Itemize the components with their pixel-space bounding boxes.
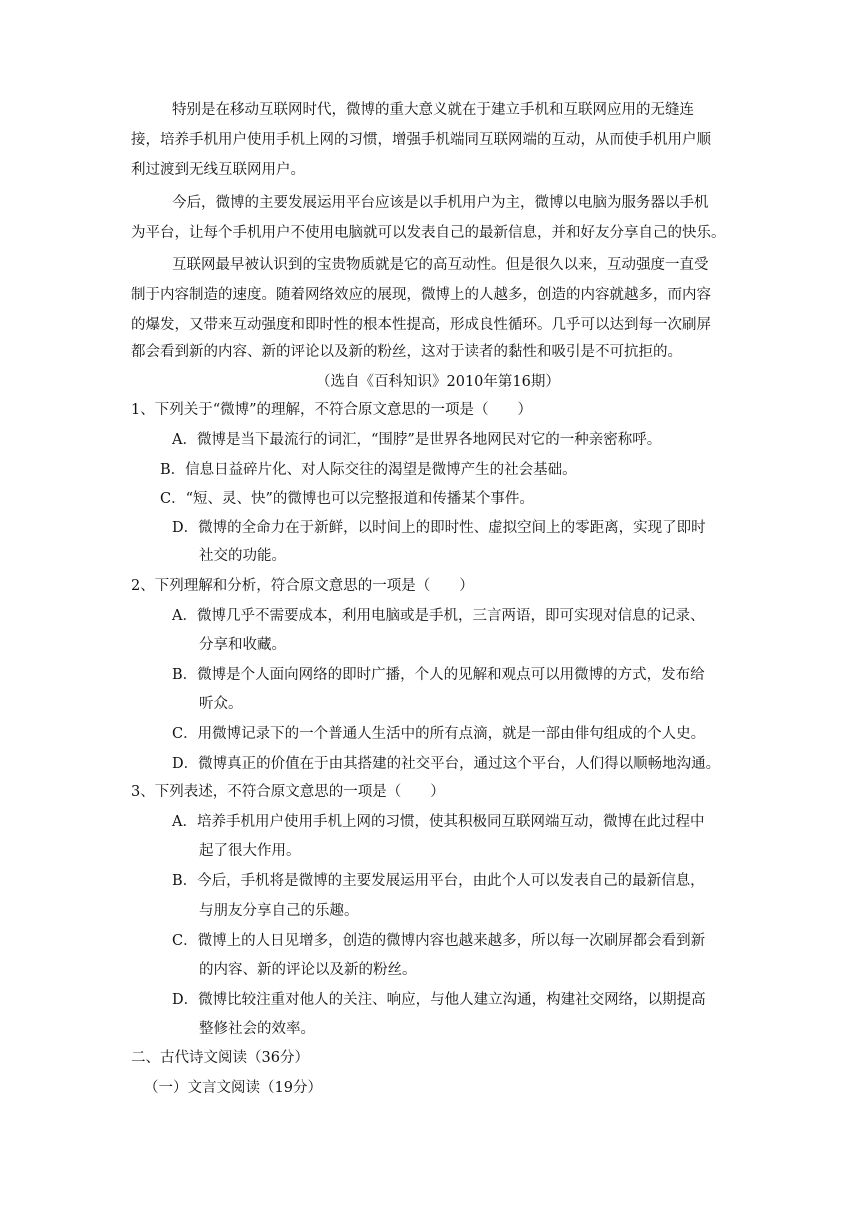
question-3-option-b: B．今后，手机将是微博的主要发展运用平台，由此个人可以发表自己的最新信息，: [172, 873, 705, 889]
passage-p1-line-1: 特别是在移动互联网时代，微博的重大意义就在于建立手机和互联网应用的无缝连: [172, 102, 694, 118]
passage-p3-line-1: 互联网最早被认识到的宝贵物质就是它的高互动性。但是很久以来，互动强度一直受: [172, 257, 709, 273]
question-3-option-c-cont: 的内容、新的评论以及新的粉丝。: [199, 962, 417, 978]
passage-p3-line-3: 的爆发，又带来互动强度和即时性的根本性提高，形成良性循环。几乎可以达到每一次刷屏: [131, 317, 711, 333]
question-2-option-b: B．微博是个人面向网络的即时广播，个人的见解和观点可以用微博的方式，发布给: [172, 667, 705, 683]
passage-p1-line-2: 接，培养手机用户使用手机上网的习惯，增强手机端同互联网端的互动，从而使手机用户顺: [131, 132, 711, 148]
question-3-option-b-cont: 与朋友分享自己的乐趣。: [199, 903, 359, 919]
question-1-option-c: C．“短、灵、快”的微博也可以完整报道和传播某个事件。: [160, 491, 534, 507]
question-3-stem: 3、下列表述，不符合原文意思的一项是（ ）: [131, 784, 445, 800]
passage-p2-line-2: 为平台，让每个手机用户不使用电脑就可以发表自己的最新信息，并和好友分享自己的快乐。: [131, 225, 726, 241]
question-3-option-c: C．微博上的人日见增多，创造的微博内容也越来越多，所以每一次刷屏都会看到新: [172, 933, 706, 949]
question-1-option-d-cont: 社交的功能。: [199, 548, 286, 564]
question-1-option-b: B．信息日益碎片化、对人际交往的渴望是微博产生的社会基础。: [160, 462, 577, 478]
section-heading: 二、古代诗文阅读（36分）: [131, 1050, 309, 1066]
question-1-option-d: D．微博的全命力在于新鲜，以时间上的即时性、虚拟空间上的零距离，实现了即时: [172, 520, 706, 536]
question-1-option-a: A．微博是当下最流行的词汇，“围脖”是世界各地网民对它的一种亲密称呼。: [172, 432, 662, 448]
passage-p2-line-1: 今后，微博的主要发展运用平台应该是以手机用户为主，微博以电脑为服务器以手机: [172, 195, 709, 211]
question-2-option-a: A．微博几乎不需要成本，利用电脑或是手机，三言两语，即可实现对信息的记录、: [172, 608, 705, 624]
question-2-option-d: D．微博真正的价值在于由其搭建的社交平台，通过这个平台，人们得以顺畅地沟通。: [172, 756, 721, 772]
question-3-option-d: D．微博比较注重对他人的关注、响应，与他人建立沟通，构建社交网络，以期提高: [172, 992, 706, 1008]
question-3-option-d-cont: 整修社会的效率。: [199, 1021, 315, 1037]
question-2-option-b-cont: 听众。: [199, 696, 243, 712]
section-subheading: （一）文言文阅读（19分）: [144, 1080, 322, 1096]
question-3-option-a: A．培养手机用户使用手机上网的习惯，使其积极同互联网端互动，微博在此过程中: [172, 814, 705, 830]
passage-p1-line-3: 利过渡到无线互联网用户。: [131, 162, 305, 178]
passage-source: （选自《百科知识》2010年第16期）: [316, 374, 560, 390]
question-1-stem: 1、下列关于“微博”的理解，不符合原文意思的一项是（ ）: [131, 402, 533, 418]
question-2-stem: 2、下列理解和分析，符合原文意思的一项是（ ）: [131, 578, 474, 594]
question-3-option-a-cont: 起了很大作用。: [199, 843, 301, 859]
passage-p3-line-2: 制于内容制造的速度。随着网络效应的展现，微博上的人越多，创造的内容就越多，而内容: [131, 287, 711, 303]
question-2-option-c: C．用微博记录下的一个普通人生活中的所有点滴，就是一部由俳句组成的个人史。: [172, 726, 706, 742]
question-2-option-a-cont: 分享和收藏。: [199, 637, 286, 653]
passage-p3-line-4: 都会看到新的内容、新的评论以及新的粉丝，这对于读者的黏性和吸引是不可抗拒的。: [131, 344, 682, 360]
